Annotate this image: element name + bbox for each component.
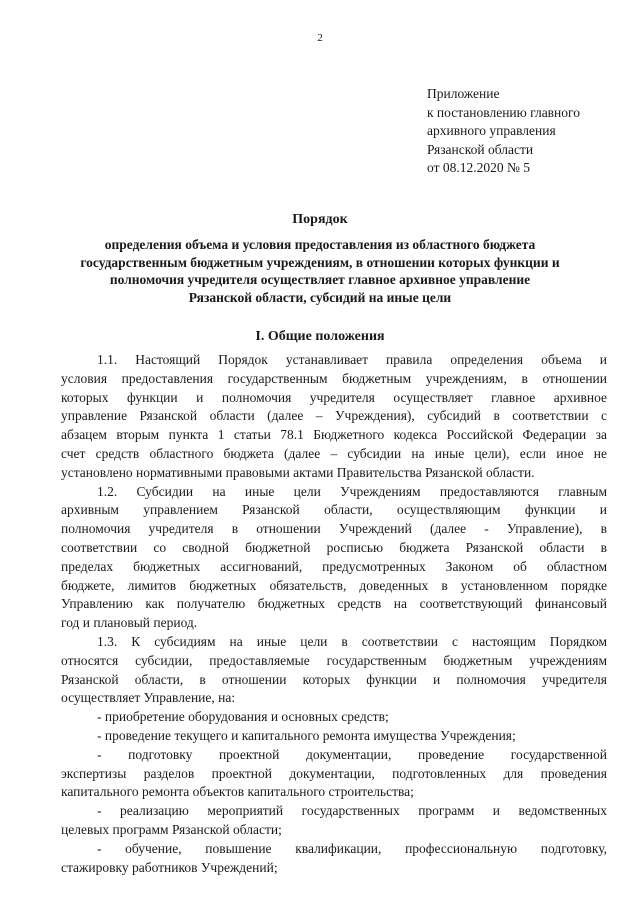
subtitle-line: полномочия учредителя осуществляет главное архивное управление xyxy=(109,272,531,287)
appendix-line: архивного управления xyxy=(427,123,556,138)
body-line: осуществляет Управление, на: xyxy=(61,690,236,706)
body-line: экспертизы разделов проектной документации, подготовленных для проведения xyxy=(61,765,607,781)
body-line: счет средств областного бюджета (далее – субсидии на иные цели), если иное не xyxy=(61,445,607,461)
body-line: полномочия учредителя в отношении Учреждений (далее - Управление), в xyxy=(61,521,607,537)
body-line: бюджете, лимитов бюджетных обязательств, доведенных в установленном порядке xyxy=(61,577,607,593)
body-line: абзацем вторым пункта 1 статьи 78.1 Бюджетного кодекса Российской Федерации за xyxy=(61,427,607,443)
body-line: год и плановый период. xyxy=(61,615,198,631)
subtitle-line: определения объема и условия предоставления из областного бюджета xyxy=(104,237,536,252)
list-item: - реализацию мероприятий государственных программ и ведомственных xyxy=(97,803,607,819)
subtitle-line: государственным бюджетным учреждениям, в отношении которых функции и xyxy=(80,254,560,270)
body-line: 1.1. Настоящий Порядок устанавливает правила определения объема и xyxy=(97,352,607,367)
body-line: 1.3. К субсидиям на иные цели в соответствии с настоящим Порядком xyxy=(97,633,607,649)
body-line: Рязанской области, в отношении которых функции и полномочия учредителя xyxy=(61,671,607,687)
subtitle-line: Рязанской области, субсидий на иные цели xyxy=(188,289,452,305)
body-text xyxy=(61,351,607,877)
document-title: Порядок xyxy=(292,212,348,227)
body-line: архивным управлением Рязанской области, осуществляющим функции и xyxy=(61,502,607,518)
section-heading: I. Общие положения xyxy=(255,329,385,344)
body-line: соответствии со сводной бюджетной росписью бюджета Рязанской области в xyxy=(61,539,607,555)
document-subtitle xyxy=(70,236,570,306)
body-line: относятся субсидии, предоставляемые государственным бюджетным учреждениям xyxy=(61,652,607,668)
appendix-line: Рязанской области xyxy=(427,141,534,157)
list-item: - приобретение оборудования и основных средств; xyxy=(97,709,389,725)
appendix-line: к постановлению главного xyxy=(427,104,580,120)
body-line: 1.2. Субсидии на иные цели Учреждениям предоставляются главным xyxy=(97,483,607,499)
body-line: установлено нормативными правовыми актами Правительства Рязанской области. xyxy=(61,464,535,480)
appendix-line: от 08.12.2020 № 5 xyxy=(427,160,530,175)
body-line: пределах бюджетных ассигнований, предусмотренных Законом об областном xyxy=(61,558,607,574)
appendix-block xyxy=(427,85,627,178)
body-line: стажировку работников Учреждений; xyxy=(61,859,278,875)
body-line: Управлению как получателю бюджетных средств на соответствующий финансовый xyxy=(61,596,607,612)
body-line: капитального ремонта объектов капитального строительства; xyxy=(61,784,414,800)
body-line: условия предоставления государственным бюджетным учреждениям, в отношении xyxy=(61,370,607,386)
body-line: управление Рязанской области (далее – Учреждения), субсидий в соответствии с xyxy=(61,408,607,424)
body-line: которых функции и полномочия учредителя осуществляет главное архивное xyxy=(61,389,607,405)
list-item: - обучение, повышение квалификации, профессиональную подготовку, xyxy=(97,840,607,856)
appendix-line: Приложение xyxy=(427,86,500,101)
list-item: - подготовку проектной документации, проведение государственной xyxy=(97,746,607,762)
list-item: - проведение текущего и капитального ремонта имущества Учреждения; xyxy=(97,727,516,743)
page-number: 2 xyxy=(317,32,323,44)
body-line: целевых программ Рязанской области; xyxy=(61,821,282,837)
